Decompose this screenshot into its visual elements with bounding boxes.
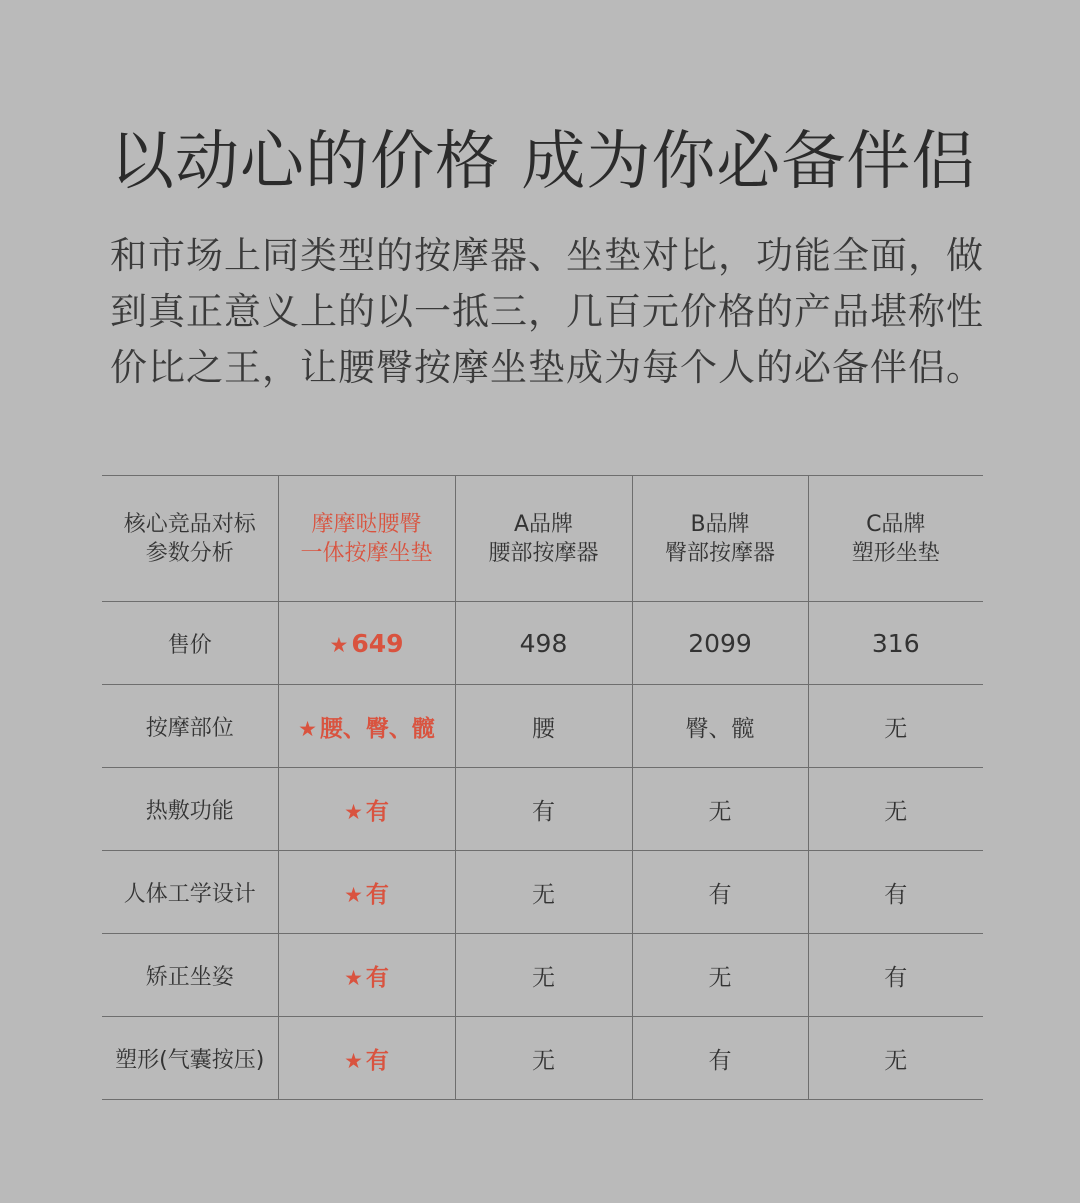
brand-b-cell: 臀、髋 (632, 685, 808, 768)
header-line: 塑形坐垫 (851, 540, 940, 566)
star-icon: ★ (344, 799, 363, 824)
ours-cell (278, 1017, 455, 1100)
header-line: 核心竞品对标 (123, 511, 256, 537)
row-label: 按摩部位 (102, 685, 278, 768)
star-icon: ★ (344, 882, 363, 907)
header-line: 腰部按摩器 (488, 540, 599, 566)
header-cell-ours (278, 476, 455, 602)
brand-c-cell: 有 (808, 934, 983, 1017)
ours-value: 有 (365, 798, 389, 825)
row-label: 矫正坐姿 (102, 934, 278, 1017)
table-row (102, 768, 983, 851)
table-row (102, 934, 983, 1017)
header-line: 一体按摩坐垫 (300, 540, 433, 566)
ours-value: 有 (365, 1047, 389, 1074)
table-row (102, 851, 983, 934)
header-cell-brand-c (808, 476, 983, 602)
ours-value: 649 (351, 628, 404, 658)
brand-a-cell: 498 (455, 602, 632, 685)
brand-b-cell: 有 (632, 1017, 808, 1100)
ours-cell (278, 851, 455, 934)
brand-c-cell: 316 (808, 602, 983, 685)
brand-b-cell: 有 (632, 851, 808, 934)
header-cell-dimension (102, 476, 278, 602)
star-icon: ★ (298, 716, 317, 741)
page-title: 以动心的价格 成为你必备伴侣 (110, 125, 977, 199)
brand-c-cell: 无 (808, 768, 983, 851)
table-row (102, 602, 983, 685)
ours-value: 有 (365, 964, 389, 991)
description: 和市场上同类型的按摩器、坐垫对比，功能全面，做到真正意义上的以一抵三，几百元价格的产品堪称性价比之王，让腰臀按摩坐垫成为每个人的必备伴侣。 (110, 234, 984, 389)
header-line: B品牌 (690, 511, 750, 537)
header-line: 参数分析 (145, 540, 234, 566)
ours-cell (278, 768, 455, 851)
brand-a-cell: 无 (455, 1017, 632, 1100)
table-row (102, 1017, 983, 1100)
header-cell-brand-b (632, 476, 808, 602)
row-label: 热敷功能 (102, 768, 278, 851)
ours-cell (278, 602, 455, 685)
row-label: 塑形(气囊按压) (102, 1017, 278, 1100)
header-line: A品牌 (513, 511, 574, 537)
ours-value: 腰、臀、髋 (319, 715, 435, 742)
brand-c-cell: 无 (808, 1017, 983, 1100)
brand-a-cell: 无 (455, 851, 632, 934)
star-icon: ★ (344, 1048, 363, 1073)
row-label: 人体工学设计 (102, 851, 278, 934)
ours-cell (278, 934, 455, 1017)
brand-b-cell: 2099 (632, 602, 808, 685)
header-line: C品牌 (866, 511, 926, 537)
comparison-table (102, 475, 983, 1100)
brand-b-cell: 无 (632, 934, 808, 1017)
ours-value: 有 (365, 881, 389, 908)
table-header-row (102, 476, 983, 602)
star-icon: ★ (344, 965, 363, 990)
brand-b-cell: 无 (632, 768, 808, 851)
header-line: 摩摩哒腰臀 (311, 511, 422, 537)
header-cell-brand-a (455, 476, 632, 602)
ours-cell (278, 685, 455, 768)
brand-a-cell: 有 (455, 768, 632, 851)
header-line: 臀部按摩器 (664, 540, 775, 566)
table-row (102, 685, 983, 768)
brand-c-cell: 有 (808, 851, 983, 934)
brand-c-cell: 无 (808, 685, 983, 768)
star-icon: ★ (329, 632, 349, 657)
row-label: 售价 (102, 602, 278, 685)
brand-a-cell: 无 (455, 934, 632, 1017)
brand-a-cell: 腰 (455, 685, 632, 768)
